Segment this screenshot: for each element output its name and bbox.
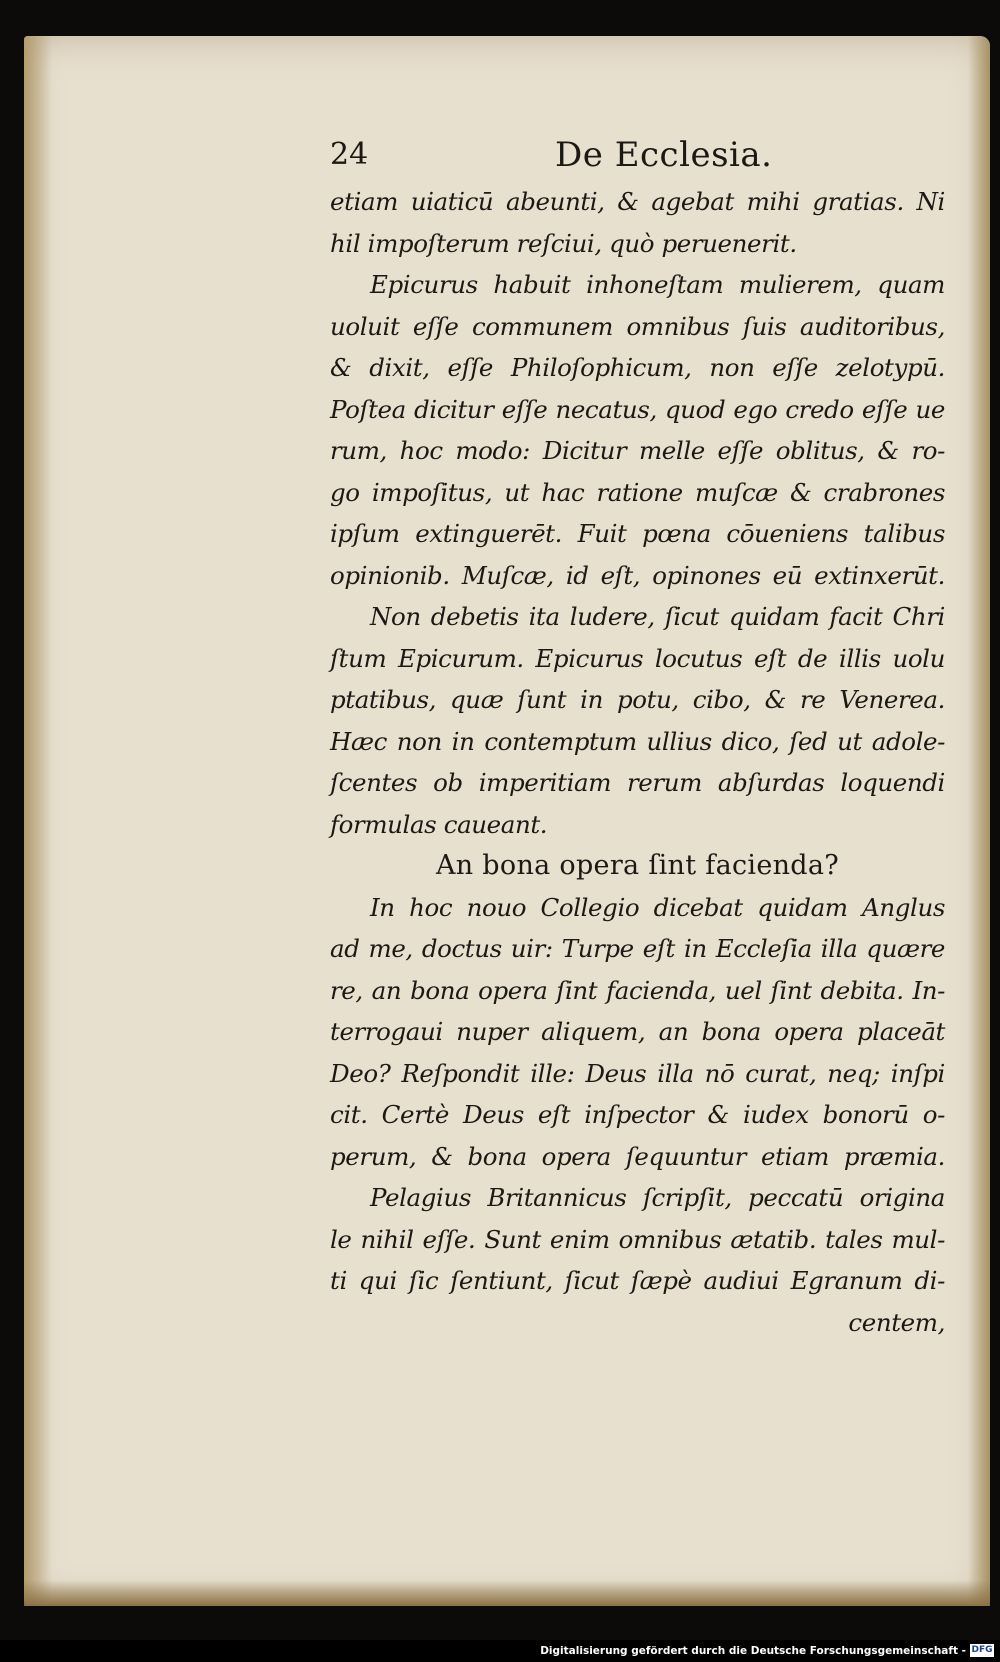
text-line: Epicurus habuit inhoneſtam mulierem, quam (370, 270, 945, 299)
text-line: ipſum extinguerēt. Fuit pœna cōueniens talibus (330, 519, 945, 548)
page-header (330, 135, 945, 181)
catchword: centem, (848, 1307, 945, 1337)
text-line: Non debetis ita ludere, ſicut quidam facit Chri (370, 602, 945, 631)
text-block (330, 135, 945, 1343)
text-line: & dixit, eſſe Philoſophicum, non eſſe zelotypū. (330, 353, 945, 382)
text-line: etiam uiaticū abeunti, & agebat mihi gratias. Ni (330, 187, 945, 216)
text-line: go impoſitus, ut hac ratione muſcæ & crabrones (330, 477, 945, 507)
text-line: Poſtea dicitur eſſe necatus, quod ego credo eſſe ue (330, 394, 945, 424)
text-line: cit. Certè Deus eſt inſpector & iudex bonorū o- (330, 1100, 945, 1129)
text-line: Hæc non in contemptum ullius dico, ſed ut adole- (330, 726, 945, 756)
running-title: De Ecclesia. (555, 135, 773, 175)
section-heading: An bona opera ſint facienda? (435, 850, 840, 881)
text-line: rum, hoc modo: Dicitur melle eſſe oblitus, & ro- (330, 436, 945, 465)
text-line: formulas caueant. (330, 809, 548, 839)
page-edge-shadow-right (968, 36, 990, 1606)
text-line: ſcentes ob imperitiam rerum abſurdas loquendi (330, 768, 945, 797)
funding-credit: Digitalisierung gefördert durch die Deutsche Forschungsgemeinschaft - (540, 1645, 966, 1657)
text-line: opinionib. Muſcæ, id eſt, opinones eū extinxerūt. (330, 560, 945, 590)
text-line: ti qui ſic ſentiunt, ſicut ſæpè audiui Egranum di- (330, 1266, 945, 1295)
text-line: re, an bona opera ſint facienda, uel ſint debita. In- (330, 975, 945, 1005)
text-line: ptatibus, quæ ſunt in potu, cibo, & re Venerea. (330, 685, 945, 714)
dfg-logo-icon: DFG (971, 1645, 993, 1655)
page-number: 24 (330, 137, 369, 172)
page-edge-shadow-left (24, 36, 52, 1606)
text-line: hil impoſterum reſciui, quò peruenerit. (330, 228, 797, 258)
text-line: ad me, doctus uir: Turpe eſt in Eccleſia illa quære (330, 934, 945, 963)
text-line: Deo? Reſpondit ille: Deus illa nō curat, neq; inſpi (330, 1058, 945, 1088)
text-line: ſtum Epicurum. Epicurus locutus eſt de illis uolu (330, 643, 945, 673)
text-line: le nihil eſſe. Sunt enim omnibus ætatib. tales mul- (330, 1224, 945, 1254)
page-edge-shadow-bottom (24, 1580, 990, 1606)
text-line: terrogaui nuper aliquem, an bona opera placeāt (330, 1017, 945, 1046)
text-line: uoluit eſſe communem omnibus ſuis auditoribus, (330, 311, 945, 341)
text-line: perum, & bona opera ſequuntur etiam præmia. (330, 1141, 945, 1171)
text-line: In hoc nouo Collegio dicebat quidam Anglus (370, 892, 945, 922)
text-line: Pelagius Britannicus ſcripſit, peccatū origina (370, 1183, 945, 1212)
